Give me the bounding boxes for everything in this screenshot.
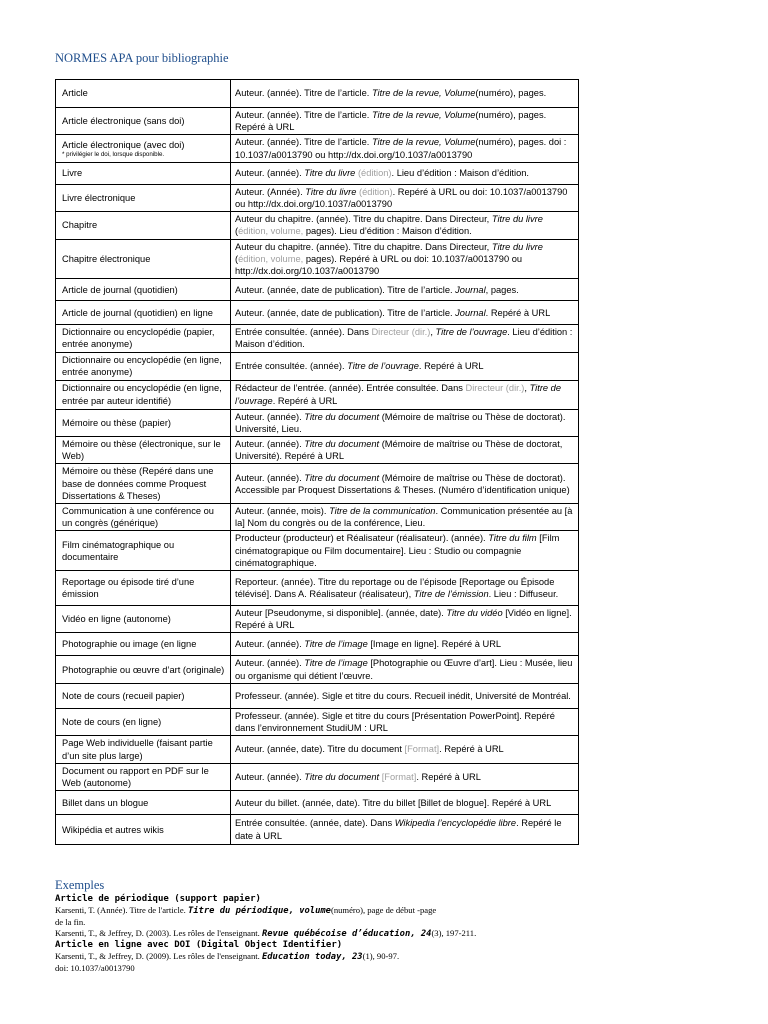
citation-format-text: . Repéré à URL — [416, 771, 481, 782]
document-type-cell — [56, 683, 231, 708]
citation-format-text: pages). Repéré à URL ou doi: 10.1037/a0013790 ou http://dx.doi.org/10.1037/a0013790 — [235, 253, 523, 277]
document-type-cell — [56, 763, 231, 790]
citation-format-cell — [231, 763, 579, 790]
document-type-cell — [56, 571, 231, 606]
citation-format-text: (numéro), pages. Repéré à URL — [235, 110, 547, 133]
citation-format-text: Auteur. (année). Titre de l’article. — [235, 137, 372, 148]
table-row — [56, 162, 579, 184]
italic-title-text: Titre du document — [304, 472, 380, 483]
table-row — [56, 301, 579, 325]
citation-format-cell — [231, 571, 579, 606]
document-type-label: Vidéo en ligne (autonome) — [62, 614, 171, 625]
document-type-cell — [56, 184, 231, 211]
citation-format-text: . Lieu d’édition : Maison d’édition. — [235, 327, 573, 350]
example-text: Karsenti, T., & Jeffrey, D. (2003). Les rôles de l'enseignant. — [55, 927, 262, 938]
example-line — [55, 928, 655, 940]
table-row — [56, 239, 579, 279]
example-line — [55, 939, 655, 951]
document-type-label: Mémoire ou thèse (papier) — [62, 417, 172, 428]
document-type-cell — [56, 135, 231, 162]
table-row — [56, 571, 579, 606]
document-type-cell — [56, 212, 231, 239]
citation-format-text: Reporteur. (année). Titre du reportage ou de l’épisode [Reportage ou Épisode télévisé]. Dans A. Réalisateur (réalisateur), — [235, 576, 555, 600]
optional-element-text: édition, volume, — [238, 226, 304, 237]
document-type-label: Livre électronique — [62, 192, 136, 203]
document-type-cell — [56, 504, 231, 531]
document-type-label: Chapitre — [62, 220, 98, 231]
example-text: de la fin. — [55, 916, 86, 927]
table-row — [56, 409, 579, 436]
document-type-cell — [56, 633, 231, 656]
citation-format-cell — [231, 708, 579, 735]
citation-format-text: [Film cinématograpique ou Film documentaire]. Lieu : Studio ou compagnie cinématographique. — [235, 533, 560, 568]
citation-format-cell — [231, 184, 579, 211]
italic-title-text: Titre de la revue, Volume — [371, 110, 476, 120]
document-type-label: Communication à une conférence ou un congrès (générique) — [62, 506, 214, 529]
document-type-cell — [56, 606, 231, 633]
page-title: NORMES APA pour bibliographie — [55, 51, 229, 65]
table-row — [56, 352, 579, 380]
document-type-label: Photographie ou œuvre d’art (originale) — [62, 664, 225, 675]
document-type-label: Article électronique (sans doi) — [62, 116, 185, 127]
document-type-label: Note de cours (recueil papier) — [62, 690, 185, 701]
table-row — [56, 212, 579, 239]
example-text: Karsenti, T., & Jeffrey, D. (2009). Les rôles de l'enseignant. — [55, 951, 262, 962]
table-row — [56, 633, 579, 656]
document-type-label: Article de journal (quotidien) en ligne — [62, 307, 213, 318]
citation-format-text: . Repéré à URL — [418, 361, 484, 372]
table-row — [56, 763, 579, 790]
table-row — [56, 279, 579, 301]
table-row — [56, 815, 579, 845]
example-line — [55, 963, 655, 974]
table-row — [56, 656, 579, 683]
italic-title-text: Titre du livre — [491, 214, 543, 225]
example-heading: Article en ligne avec DOI (Digital Object Identifier) — [55, 940, 343, 951]
document-type-label: Reportage ou épisode tiré d’une émission — [62, 576, 195, 600]
document-type-cell — [56, 464, 231, 504]
citation-format-text: . Lieu : Diffuseur. — [488, 589, 559, 600]
apa-norms-table — [55, 79, 579, 845]
citation-format-text: Auteur. (année). — [235, 771, 305, 782]
example-text: (numéro), page de début -page — [330, 905, 437, 915]
optional-element-text: [Format] — [404, 744, 440, 755]
citation-format-text: Entrée consultée. (année). — [235, 361, 348, 372]
citation-format-cell — [231, 409, 579, 436]
table-row — [56, 791, 579, 815]
table-row — [56, 736, 579, 763]
italic-title-text: Titre du document — [304, 439, 380, 450]
optional-element-text: Directeur (dir.) — [371, 327, 431, 338]
citation-format-text: Rédacteur de l’entrée. (année). Entrée consultée. Dans — [235, 383, 466, 394]
optional-element-text: (édition) — [357, 168, 392, 179]
document-type-cell — [56, 80, 231, 108]
document-type-cell — [56, 437, 231, 464]
citation-format-cell — [231, 352, 579, 380]
optional-element-text: [Format] — [381, 771, 417, 782]
document-type-label: Mémoire ou thèse (Repéré dans une base de données comme Proquest Dissertations & Theses) — [62, 466, 214, 501]
citation-format-text: , — [430, 327, 436, 338]
citation-format-cell — [231, 633, 579, 656]
italic-title-text: Titre de la revue, Volume — [371, 88, 476, 99]
citation-format-text: Auteur du chapitre. (année). Titre du chapitre. Dans Directeur, — [235, 214, 492, 225]
italic-title-text: Titre de la revue, Volume — [371, 137, 476, 148]
citation-format-cell — [231, 108, 579, 135]
citation-format-text: ( — [235, 253, 239, 264]
document-type-cell — [56, 239, 231, 279]
citation-format-text: (Mémoire de maîtrise ou Thèse de doctorat, Université). Repéré à URL — [235, 439, 563, 462]
citation-format-text: Auteur du billet. (année, date). Titre du billet [Billet de blogue]. Repéré à URL — [235, 797, 552, 808]
document-type-label: Photographie ou image (en ligne — [62, 639, 197, 650]
citation-format-text: . Repéré à URL ou doi: 10.1037/a0013790 ou http://dx.doi.org/10.1037/a0013790 — [235, 186, 568, 210]
citation-format-text: Entrée consultée. (année). Dans — [235, 327, 372, 338]
table-row — [56, 135, 579, 162]
citation-format-text: Auteur. (année, date). Titre du document — [235, 744, 405, 755]
example-text: Karsenti, T. (Année). Titre de l'article. — [55, 905, 188, 915]
citation-format-text: Auteur. (année). Titre de l’article. — [235, 110, 372, 120]
example-text: doi: 10.1037/a0013790 — [55, 963, 135, 974]
citation-format-text: ( — [235, 226, 239, 237]
citation-format-text: [Photographie ou Œuvre d’art]. Lieu : Musée, lieu ou organisme qui détient l’œuvre. — [235, 658, 573, 681]
document-type-cell — [56, 352, 231, 380]
italic-title-text: Journal — [455, 284, 486, 295]
italic-bold-title-text: Education today, 23 — [261, 952, 363, 963]
citation-format-text: (Mémoire de maîtrise ou Thèse de doctorat). Accessible par Proquest Dissertations & Theses. (Numéro d’identification unique) — [235, 472, 570, 495]
optional-element-text: Directeur (dir.) — [465, 383, 525, 394]
examples-section — [55, 878, 655, 974]
citation-format-cell — [231, 325, 579, 352]
table-row — [56, 184, 579, 211]
citation-format-text: Auteur du chapitre. (année). Titre du chapitre. Dans Directeur, — [235, 241, 492, 252]
table-row — [56, 325, 579, 352]
example-text: (1), 90-97. — [362, 951, 400, 962]
table-row — [56, 504, 579, 531]
citation-format-text: [Vidéo en ligne]. Repéré à URL — [235, 608, 572, 631]
italic-title-text: Titre de l’ouvrage — [435, 327, 508, 338]
citation-format-text: . Lieu d’édition : Maison d’édition. — [391, 168, 530, 179]
document-type-cell — [56, 531, 231, 571]
table-row — [56, 683, 579, 708]
italic-bold-title-text: Titre du périodique, volume — [187, 906, 331, 916]
italic-title-text: Titre de l’image — [304, 639, 368, 650]
document-type-cell — [56, 301, 231, 325]
document-type-label: Film cinématographique ou documentaire — [62, 539, 175, 562]
citation-format-cell — [231, 656, 579, 683]
table-row — [56, 464, 579, 504]
citation-format-text: (numéro), pages. — [475, 88, 547, 99]
italic-title-text: Titre du livre — [491, 241, 543, 252]
document-type-label: Page Web individuelle (faisant partie d’un site plus large) — [62, 738, 213, 761]
table-row — [56, 708, 579, 735]
document-type-label: Document ou rapport en PDF sur le Web (autonome) — [62, 765, 209, 788]
document-type-label: Dictionnaire ou encyclopédie (en ligne, entrée par auteur identifié) — [62, 383, 222, 406]
document-type-note: * privilégier le doi, lorsque disponible. — [62, 151, 165, 159]
citation-format-cell — [231, 815, 579, 845]
citation-format-cell — [231, 212, 579, 239]
document-type-label: Note de cours (en ligne) — [62, 716, 162, 727]
citation-format-text: Auteur. (année). — [235, 472, 305, 483]
citation-format-cell — [231, 736, 579, 763]
citation-format-cell — [231, 791, 579, 815]
table-row — [56, 380, 579, 409]
citation-format-text: Professeur. (année). Sigle et titre du cours [Présentation PowerPoint]. Repéré dans l’environnement StudiUM : URL — [235, 710, 555, 734]
citation-format-text: , pages. — [485, 284, 519, 295]
table-row — [56, 437, 579, 464]
example-heading: Article de périodique (support papier) — [55, 894, 261, 904]
italic-title-text: Titre de l’image — [304, 658, 368, 669]
citation-format-cell — [231, 162, 579, 184]
italic-bold-title-text: Revue québécoise d’éducation, 24 — [261, 928, 432, 939]
italic-title-text: Titre de la communication — [329, 506, 436, 517]
example-line — [55, 905, 655, 917]
citation-format-cell — [231, 279, 579, 301]
citation-format-text: Entrée consultée. (année, date). Dans — [235, 818, 395, 829]
citation-format-text: . Repéré le date à URL — [235, 818, 562, 841]
citation-format-text: (numéro), pages. doi : 10.1037/a0013790 ou http://dx.doi.org/10.1037/a0013790 — [235, 137, 567, 160]
document-type-label: Dictionnaire ou encyclopédie (papier, entrée anonyme) — [62, 327, 215, 350]
citation-format-text: Auteur. (année). — [235, 658, 305, 669]
citation-format-text: Auteur. (année). — [235, 168, 305, 179]
example-line — [55, 893, 655, 905]
table-row — [56, 80, 579, 108]
citation-format-text: (Mémoire de maîtrise ou Thèse de doctorat). Université, Lieu. — [235, 411, 566, 434]
citation-format-text: Auteur. (année, date de publication). Titre de l’article. — [235, 307, 456, 318]
examples-lines — [55, 893, 655, 974]
citation-format-cell — [231, 301, 579, 325]
citation-format-text: Auteur. (Année). — [235, 186, 306, 197]
optional-element-text: (édition) — [358, 186, 393, 197]
italic-title-text: Titre du document — [304, 771, 380, 782]
citation-format-text: , — [524, 383, 530, 394]
citation-format-text: . Repéré à URL — [439, 744, 504, 755]
citation-format-text: Auteur. (année). Titre de l’article. — [235, 88, 372, 99]
optional-element-text: édition, volume, — [238, 253, 304, 264]
citation-format-text: [Image en ligne]. Repéré à URL — [367, 639, 502, 650]
citation-format-text: . Repéré à URL — [272, 395, 338, 406]
document-type-label: Dictionnaire ou encyclopédie (en ligne, entrée anonyme) — [62, 354, 222, 378]
document-type-label: Wikipédia et autres wikis — [62, 824, 164, 835]
italic-title-text: Titre du livre — [305, 186, 357, 197]
citation-format-cell — [231, 80, 579, 108]
italic-title-text: Titre du vidéo — [446, 608, 503, 619]
document-type-cell — [56, 380, 231, 409]
citation-format-cell — [231, 135, 579, 162]
table-row — [56, 531, 579, 571]
document-type-label: Chapitre électronique — [62, 253, 151, 264]
italic-title-text: Titre de l’ouvrage — [347, 361, 419, 372]
citation-format-cell — [231, 504, 579, 531]
citation-format-text: Professeur. (année). Sigle et titre du cours. Recueil inédit, Université de Montréal. — [235, 690, 571, 701]
document-type-cell — [56, 108, 231, 135]
document-type-label: Article électronique (avec doi) — [62, 140, 185, 150]
citation-format-text: Producteur (producteur) et Réalisateur (réalisateur). (année). — [235, 533, 489, 544]
example-line — [55, 917, 655, 928]
citation-format-cell — [231, 239, 579, 279]
citation-format-text: Auteur. (année, date de publication). Titre de l’article. — [235, 284, 456, 295]
italic-title-text: Wikipedia l’encyclopédie libre — [394, 818, 517, 829]
italic-title-text: Titre de l’ouvrage — [235, 383, 562, 406]
citation-format-cell — [231, 437, 579, 464]
citation-format-text: Auteur. (année). — [235, 439, 305, 450]
citation-format-cell — [231, 464, 579, 504]
example-text: (3), 197-211. — [431, 927, 477, 938]
document-type-label: Livre — [62, 168, 83, 179]
italic-title-text: Titre du document — [304, 411, 380, 422]
document-type-label: Article de journal (quotidien) — [62, 284, 178, 295]
citation-format-text: Auteur. (année, mois). — [235, 506, 330, 517]
citation-format-text: . Repéré à URL — [485, 307, 551, 318]
document-type-cell — [56, 162, 231, 184]
citation-format-text: Auteur [Pseudonyme, si disponible]. (année, date). — [235, 608, 447, 619]
citation-format-text: pages). Lieu d’édition : Maison d’édition. — [303, 226, 472, 237]
italic-title-text: Titre de l’émission — [413, 589, 489, 600]
citation-format-cell — [231, 380, 579, 409]
table-row — [56, 606, 579, 633]
document-type-cell — [56, 279, 231, 301]
examples-title: Exemples — [55, 878, 105, 892]
citation-format-text: Auteur. (année). — [235, 411, 305, 422]
example-line — [55, 951, 655, 963]
citation-format-text: Auteur. (année). — [235, 639, 305, 650]
italic-title-text: Titre du livre — [304, 168, 356, 179]
document-type-label: Mémoire ou thèse (électronique, sur le Web) — [62, 439, 221, 462]
citation-format-text: . Communication présentée au [à la] Nom du congrès ou de la conférence, Lieu. — [235, 506, 573, 529]
citation-format-cell — [231, 606, 579, 633]
document-type-cell — [56, 736, 231, 763]
document-type-cell — [56, 325, 231, 352]
document-type-cell — [56, 815, 231, 845]
document-type-cell — [56, 409, 231, 436]
document-type-cell — [56, 656, 231, 683]
citation-format-cell — [231, 531, 579, 571]
document-type-cell — [56, 791, 231, 815]
document-type-cell — [56, 708, 231, 735]
citation-format-cell — [231, 683, 579, 708]
italic-title-text: Journal — [455, 307, 486, 318]
table-row — [56, 108, 579, 135]
document-type-label: Billet dans un blogue — [62, 797, 149, 808]
document-type-label: Article — [62, 88, 88, 99]
italic-title-text: Titre du film — [488, 533, 537, 544]
